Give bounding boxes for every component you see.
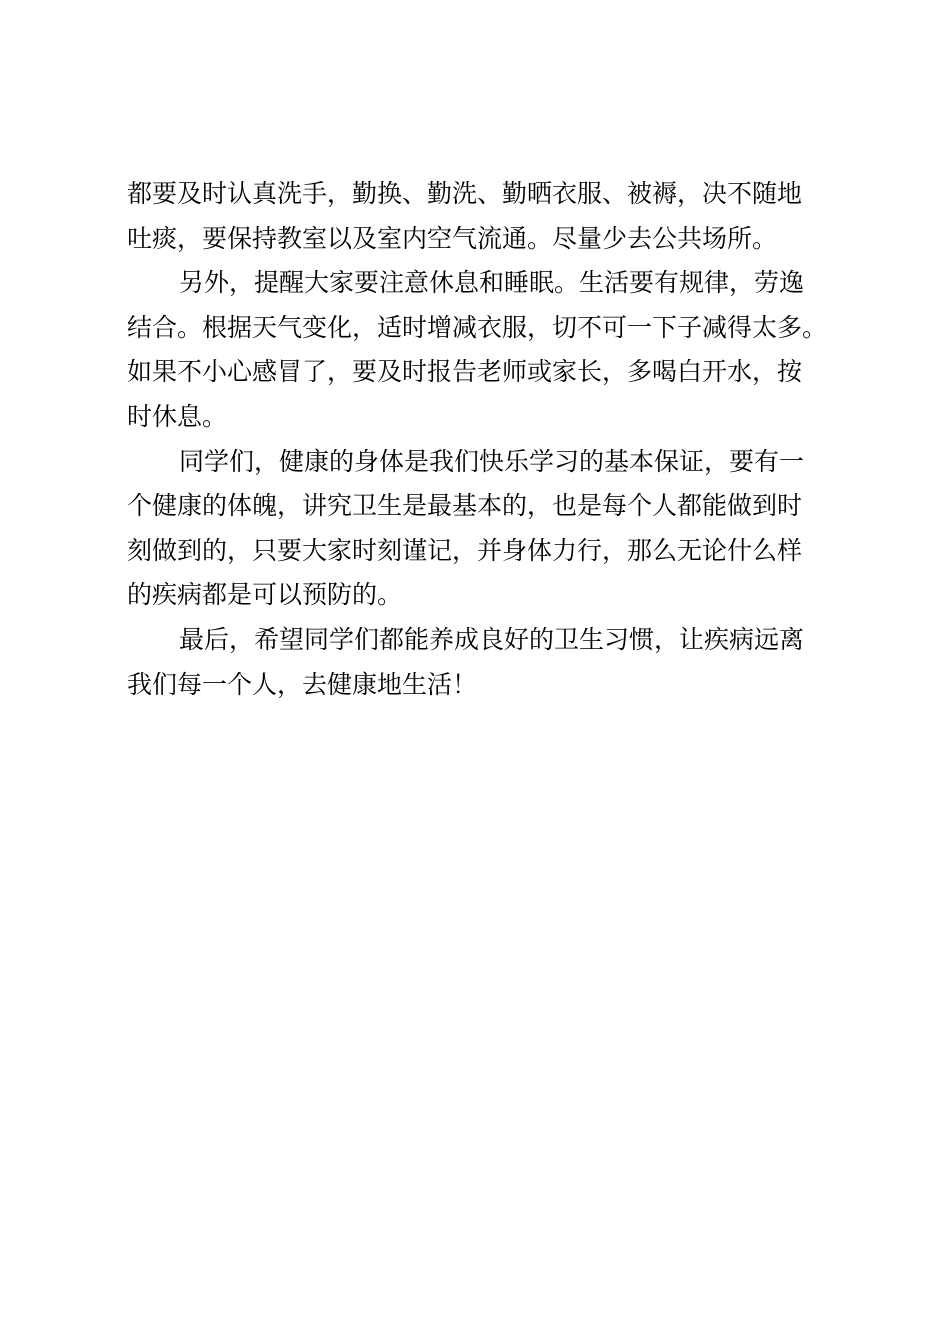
text-line-1: 都要及时认真洗手，勤换、勤洗、勤晒衣服、被褥，决不随地 xyxy=(127,179,803,208)
text-line-6: 时休息。 xyxy=(127,401,228,431)
text-line-4: 结合。根据天气变化，适时增减衣服，切不可一下子减得太多。 xyxy=(127,312,828,342)
text-line-10: 的疾病都是可以预防的。 xyxy=(127,580,403,610)
text-line-8: 个健康的体魄，讲究卫生是最基本的，也是每个人都能做到时 xyxy=(127,491,803,521)
document-body xyxy=(127,172,833,707)
text-line-7: 同学们，健康的身体是我们快乐学习的基本保证，要有一 xyxy=(179,446,805,476)
text-line-2: 吐痰，要保持教室以及室内空气流通。尽量少去公共场所。 xyxy=(127,223,778,253)
text-line-5: 如果不小心感冒了，要及时报告老师或家长，多喝白开水，按 xyxy=(127,357,803,387)
text-line-9: 刻做到的，只要大家时刻谨记，并身体力行，那么无论什么样 xyxy=(127,535,803,565)
text-line-3: 另外，提醒大家要注意休息和睡眠。生活要有规律，劳逸 xyxy=(179,268,805,298)
text-line-11: 最后，希望同学们都能养成良好的卫生习惯，让疾病远离 xyxy=(179,624,805,654)
text-line-12: 我们每一个人，去健康地生活！ xyxy=(127,669,478,699)
